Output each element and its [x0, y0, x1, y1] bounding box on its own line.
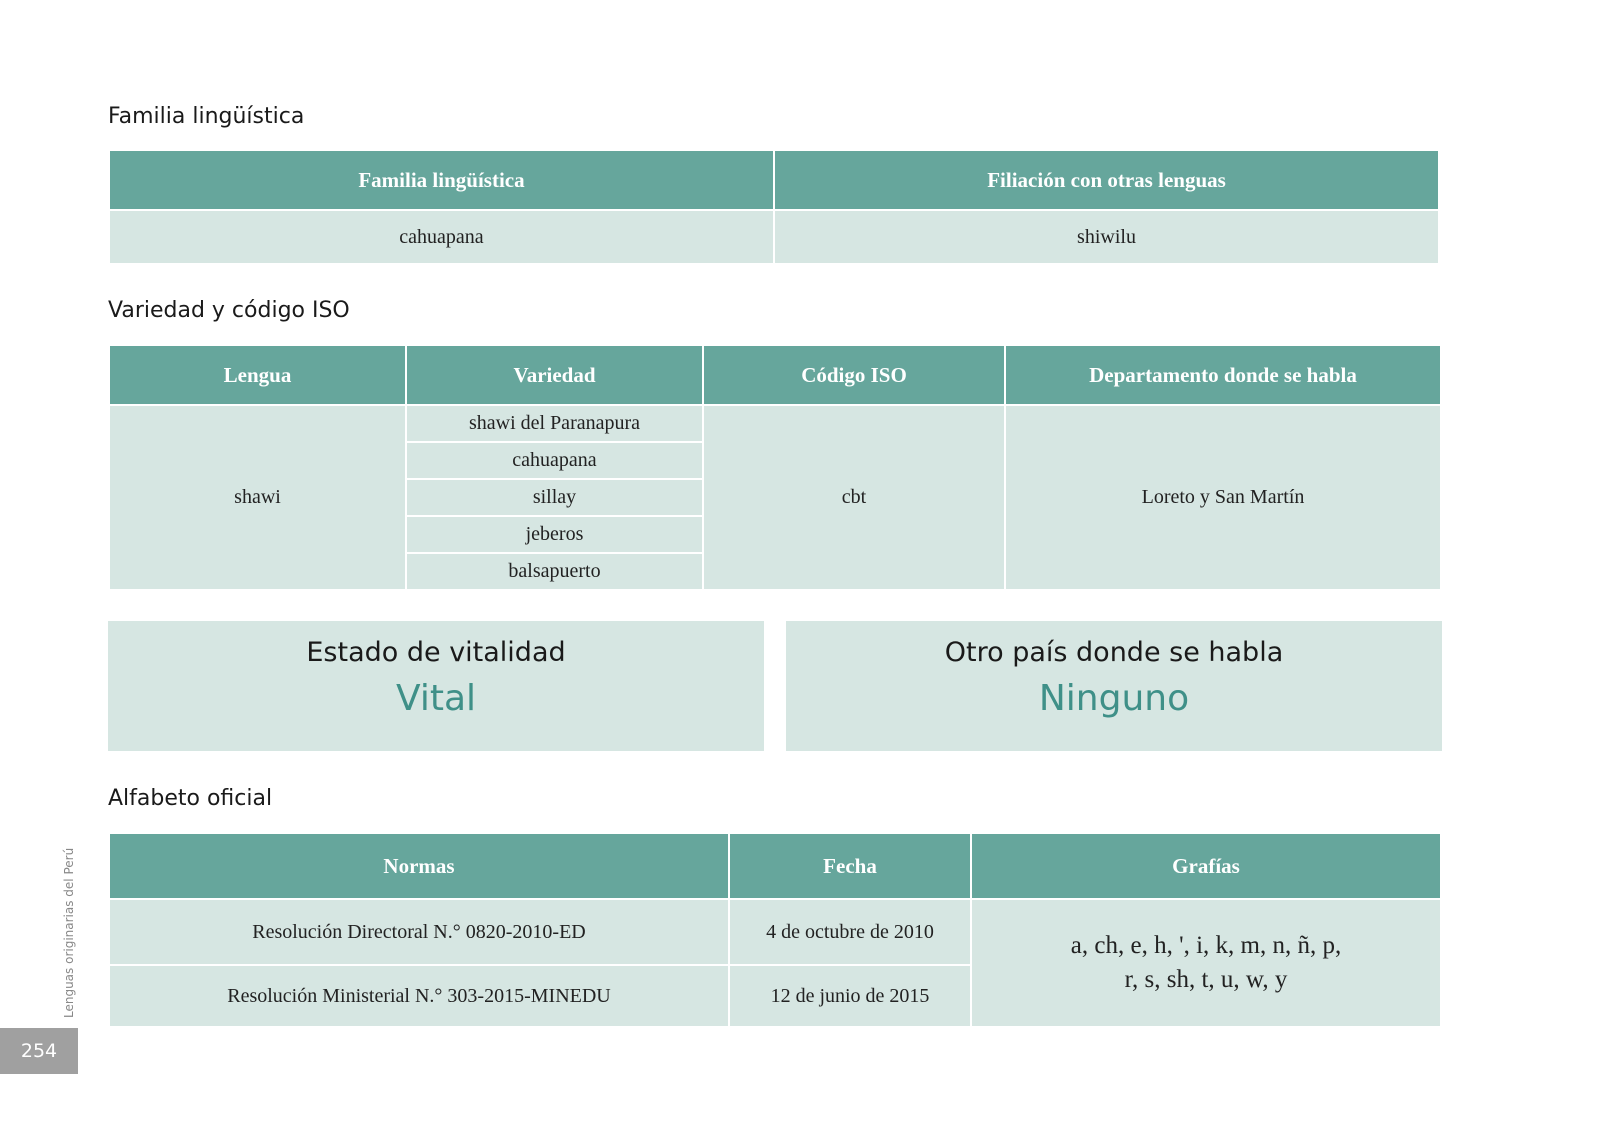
- alfabeto-table: [108, 832, 1442, 1028]
- variedad-table: [108, 344, 1442, 591]
- cell-grafias: [971, 899, 1441, 1027]
- familia-section-title: Familia lingüística: [108, 104, 305, 129]
- cell-fecha: 12 de junio de 2015: [729, 965, 971, 1027]
- cell-variedad: sillay: [406, 479, 703, 516]
- cell-fecha: 4 de octubre de 2010: [729, 899, 971, 965]
- header-normas: Normas: [109, 833, 729, 899]
- grafias-line-2: r, s, sh, t, u, w, y: [1124, 966, 1288, 993]
- header-grafias: Grafías: [971, 833, 1441, 899]
- header-fecha: Fecha: [729, 833, 971, 899]
- header-departamento: Departamento donde se habla: [1005, 345, 1441, 405]
- page-number: 254: [0, 1028, 78, 1074]
- otro-pais-box: [786, 621, 1442, 751]
- variedad-section-title: Variedad y código ISO: [108, 298, 350, 323]
- cell-norma: Resolución Ministerial N.° 303-2015-MINEDU: [109, 965, 729, 1027]
- cell-variedad: jeberos: [406, 516, 703, 553]
- cell-familia: cahuapana: [109, 210, 774, 264]
- header-filiacion: Filiación con otras lenguas: [774, 150, 1439, 210]
- header-lengua: Lengua: [109, 345, 406, 405]
- alfabeto-section-title: Alfabeto oficial: [108, 786, 273, 811]
- header-codigo-iso: Código ISO: [703, 345, 1005, 405]
- otro-pais-label: Otro país donde se habla: [944, 637, 1284, 668]
- vitalidad-value: Vital: [395, 678, 476, 719]
- cell-variedad: balsapuerto: [406, 553, 703, 590]
- cell-filiacion: shiwilu: [774, 210, 1439, 264]
- grafias-line-1: a, ch, e, h, ', i, k, m, n, ñ, p,: [1070, 932, 1342, 959]
- cell-codigo-iso: cbt: [703, 405, 1005, 590]
- header-variedad: Variedad: [406, 345, 703, 405]
- header-familia: Familia lingüística: [109, 150, 774, 210]
- cell-departamento: Loreto y San Martín: [1005, 405, 1441, 590]
- cell-variedad: shawi del Paranapura: [406, 405, 703, 442]
- side-running-title: Lenguas originarias del Perú: [62, 847, 76, 1018]
- cell-variedad: cahuapana: [406, 442, 703, 479]
- cell-norma: Resolución Directoral N.° 0820-2010-ED: [109, 899, 729, 965]
- vitalidad-label: Estado de vitalidad: [306, 637, 566, 668]
- vitalidad-box: [108, 621, 764, 751]
- cell-lengua: shawi: [109, 405, 406, 590]
- familia-table: [108, 149, 1440, 265]
- otro-pais-value: Ninguno: [1038, 678, 1190, 719]
